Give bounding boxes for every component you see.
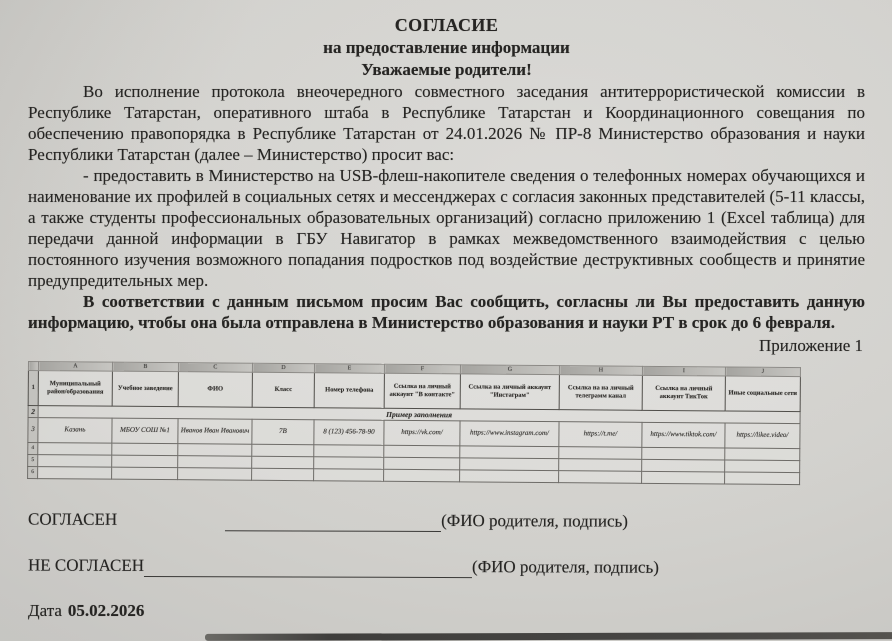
empty-cell [38,455,112,468]
column-letter: J [725,367,800,377]
example-cell-other: https://likee.video/ [725,423,800,449]
example-cell-name: Иванов Иван Иванович [178,419,252,445]
empty-cell [559,447,642,460]
empty-cell [725,448,800,461]
column-letter: B [112,362,178,372]
empty-cell [178,444,252,457]
empty-cell [252,444,314,456]
column-letter: H [559,366,642,376]
empty-cell [460,470,559,483]
column-letter: C [178,363,252,373]
empty-cell [642,471,725,484]
empty-cell [559,471,642,484]
example-cell-district: Казань [38,418,112,444]
empty-cell [178,456,252,469]
empty-cell [112,467,178,480]
empty-cell [38,443,112,456]
row-number: 6 [28,467,38,479]
header-cell-instagram: Ссылка на личный аккаунт "Инстаграм" [460,374,559,410]
agree-label: СОГЛАСЕН [27,509,118,529]
empty-cell [460,458,559,471]
example-cell-tiktok: https://www.tiktok.com/ [642,422,725,448]
signature-row-disagree [28,555,865,580]
attachment-table [27,361,865,486]
row-number: 5 [28,455,38,467]
empty-cell [314,457,384,470]
sheet-corner-cell [28,362,38,371]
row-number: 1 [28,371,38,406]
empty-cell [252,456,314,468]
example-cell-telegram: https://t.me/ [559,422,642,448]
empty-cell [642,447,725,460]
excel-example-table [27,361,801,485]
empty-cell [314,445,384,458]
column-letter: A [38,362,112,372]
salutation: Уважаемые родители! [361,60,532,79]
example-cell-vk: https://vk.com/ [384,420,460,446]
empty-cell [112,443,178,456]
header-cell-school: Учебное заведение [112,371,178,407]
header-cell-name: ФИО [178,372,252,408]
empty-cell [725,472,800,485]
example-cell-school: МБОУ СОШ №1 [112,418,178,444]
empty-cell [460,446,559,459]
empty-cell [642,459,725,472]
column-letter: F [384,364,460,374]
date-row [28,601,865,621]
row-number: 3 [28,418,38,443]
header-cell-tiktok: Ссылка на личный аккаунт ТикТок [642,375,725,411]
signature-hint: (ФИО родителя, подпись) [472,557,659,577]
header-cell-district: Муниципальный район/образования [38,371,112,407]
empty-cell [725,460,800,473]
column-letter: D [252,363,314,372]
document-title: СОГЛАСИЕ [394,15,499,35]
header-row [28,371,800,412]
signature-line [144,557,472,578]
empty-cell [38,467,112,480]
header-cell-other: Иные социальные сети [725,376,800,412]
empty-cell [112,455,178,468]
signature-line [225,511,441,532]
example-cell-instagram: https://www.instagram.com/ [460,421,559,447]
column-letter: G [460,365,559,375]
row-number: 4 [28,443,38,455]
empty-cell [252,468,314,480]
row-number: 2 [28,406,38,418]
disagree-label: НЕ СОГЛАСЕН [27,555,145,575]
empty-cell [384,445,460,458]
empty-cell [384,457,460,470]
document-subtitle: на предоставление информации [323,38,570,57]
column-letter: E [314,364,384,374]
empty-cell [384,469,460,482]
paragraph-request: - предоставить в Министерство на USB-флеш-накопителе сведения о телефонных номерах обучающихся и наименование их профилей в социальных сетях и мессенджерах с согласия законных представителей (5-11 классы, а также студенты профессиональных образовательных организаций) согласно приложению 1 (Excel таблица) для передачи данной информации в ГБУ Навигатор в рамках межведомственного взаимодействия с целью постоянного изучения возможного попадания подростков под воздействие деструктивных сообществ и принятие предупредительных мер. [28,166,865,290]
empty-cell [178,468,252,481]
date-label: Дата [28,601,62,620]
appendix-label: Приложение 1 [759,336,863,355]
paragraph-preamble: Во исполнение протокола внеочередного совместного заседания антитеррористической комиссии в Республике Татарстан, оперативного штаба в Республике Татарстан и Координационного совещания по обеспечению правопорядка в Республике Татарстан от 24.01.2026 № ПР-8 Министерство образования и науки Республики Татарстан (далее – Министерство) просит вас: [28,82,865,164]
example-caption: Пример заполнения [38,406,800,424]
empty-cell [314,469,384,482]
column-letter: I [642,366,725,376]
header-cell-telegram: Ссылка на на личный телеграмм канал [559,375,642,411]
paragraph-consent-request: В соответствии с данным письмом просим Вас сообщить, согласны ли Вы предоставить данную информацию, чтобы она была отправлена в Министерство образования и науки РТ в срок до 6 февраля. [28,292,865,332]
header-cell-phone: Номер телефона [314,373,384,409]
date-value: 05.02.2026 [67,601,145,620]
header-cell-vk: Ссылка на личный аккаунт "В контакте" [384,373,460,409]
empty-cell [559,459,642,472]
example-cell-phone: 8 (123) 456-78-90 [314,420,384,446]
example-cell-class: 7В [252,419,314,444]
signature-hint: (ФИО родителя, подпись) [441,510,629,531]
signature-row-agree [28,509,865,534]
header-cell-class: Класс [252,372,314,407]
